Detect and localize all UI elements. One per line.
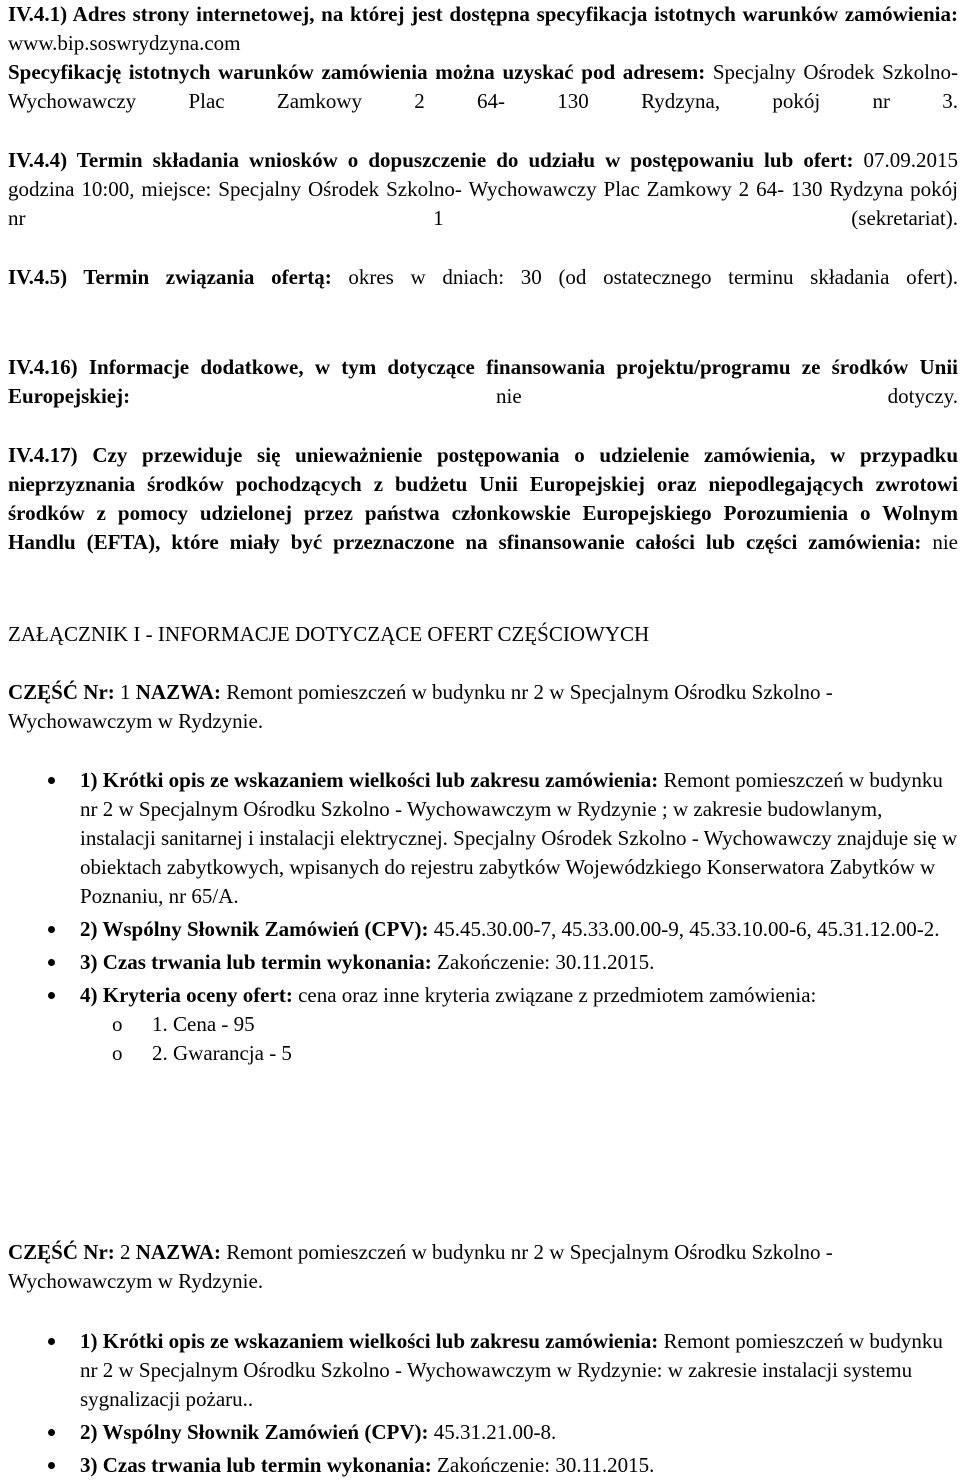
section-label: Specyfikację istotnych warunków zamówienia można uzyskać pod adresem: (8, 60, 706, 84)
item-label: 2) Wspólny Słownik Zamówień (CPV): (80, 1420, 429, 1444)
item-label: 3) Czas trwania lub termin wykonania: (80, 1453, 432, 1477)
bullet-icon (48, 959, 55, 966)
section-value: nie (921, 530, 958, 554)
list-item (48, 915, 958, 944)
part-2-header (8, 1238, 958, 1296)
section-value: 07.09.2015 godzina 10:00, miejsce: Specjalny Ośrodek Szkolno- Wychowawczy Plac Zamkowy 2 64- 130 Rydzyna pokój nr 1 (sekretariat). (8, 148, 958, 230)
section-iv-4-4 (8, 146, 958, 262)
part-number: 2 (114, 1240, 136, 1264)
circle-bullet-icon: o (112, 1012, 123, 1036)
item-value: Zakończenie: 30.11.2015. (431, 1453, 655, 1477)
section-iv-4-5 (8, 263, 958, 321)
part-name-value: Remont pomieszczeń w budynku nr 2 w Specjalnym Ośrodku Szkolno - Wychowawczym w Rydzynie. (8, 1240, 833, 1293)
criteria-text: 2. Gwarancja - 5 (152, 1041, 292, 1065)
item-label: 2) Wspólny Słownik Zamówień (CPV): (80, 917, 429, 941)
list-item (48, 1451, 958, 1480)
bullet-icon (48, 1429, 55, 1436)
criteria-item (80, 1010, 958, 1039)
criteria-text: 1. Cena - 95 (152, 1012, 255, 1036)
list-item (48, 948, 958, 977)
section-iv-4-17 (8, 441, 958, 586)
section-value: www.bip.soswrydzyna.com (8, 31, 241, 55)
part-name-value: Remont pomieszczeń w budynku nr 2 w Specjalnym Ośrodku Szkolno - Wychowawczym w Rydzynie. (8, 680, 833, 733)
part-label: CZĘŚĆ Nr: (8, 1240, 115, 1264)
list-item (48, 1418, 958, 1447)
section-spec-address (8, 58, 958, 145)
bullet-icon (48, 777, 55, 784)
part-name-label: NAZWA: (135, 680, 221, 704)
list-item (48, 981, 958, 1068)
bullet-icon (48, 1338, 55, 1345)
bullet-icon (48, 926, 55, 933)
item-value: Remont pomieszczeń w budynku nr 2 w Specjalnym Ośrodku Szkolno - Wychowawczym w Rydzynie: w zakresie instalacji systemu sygnalizacji pożaru.. (80, 1329, 943, 1411)
bullet-icon (48, 1462, 55, 1469)
part-name-label: NAZWA: (135, 1240, 221, 1264)
section-label: IV.4.5) Termin związania ofertą: (8, 265, 332, 289)
part-1-details (48, 766, 958, 1072)
item-value: cena oraz inne kryteria związane z przedmiotem zamówienia: (292, 983, 817, 1007)
item-value: Remont pomieszczeń w budynku nr 2 w Specjalnym Ośrodku Szkolno - Wychowawczym w Rydzynie ; w zakresie budowlanym, instalacji sanitarnej i instalacji elektrycznej. Specjalny Ośrodek Szkolno - Wychowawczy znajduje się w obiektach zabytkowych, wpisanych do rejestru zabytków Wojewódzkiego Konserwatora Zabytków w Poznaniu, nr 65/A. (80, 768, 958, 908)
section-value: Specjalny Ośrodek Szkolno- Wychowawczy Plac Zamkowy 2 64- 130 Rydzyna, pokój nr 3. (8, 60, 958, 113)
part-number: 1 (114, 680, 136, 704)
item-value: 45.45.30.00-7, 45.33.00.00-9, 45.33.10.00-6, 45.31.12.00-2. (428, 917, 940, 941)
item-value: 45.31.21.00-8. (428, 1420, 557, 1444)
section-label: IV.4.1) Adres strony internetowej, na której jest dostępna specyfikacja istotnych warunków zamówienia: (8, 2, 958, 26)
item-label: 4) Kryteria oceny ofert: (80, 983, 293, 1007)
section-label: IV.4.16) Informacje dodatkowe, w tym dotyczące finansowania projektu/programu ze środków Unii Europejskiej: (8, 355, 958, 408)
circle-bullet-icon: o (112, 1041, 123, 1065)
section-value: okres w dniach: 30 (od ostatecznego terminu składania ofert). (331, 265, 958, 289)
section-label: IV.4.17) Czy przewiduje się unieważnienie postępowania o udzielenie zamówienia, w przypadku nieprzyznania środków pochodzących z budżetu Unii Europejskiej oraz niepodlegających zwrotowi środków z pomocy udzielonej przez państwa członkowskie Europejskiego Porozumienia o Wolnym Handlu (EFTA), które miały być przeznaczone na sfinansowanie całości lub części zamówienia: (8, 443, 958, 554)
list-item (48, 766, 958, 911)
part-1-header (8, 678, 958, 736)
section-label: IV.4.4) Termin składania wniosków o dopuszczenie do udziału w postępowaniu lub ofert: (8, 148, 854, 172)
item-label: 1) Krótki opis ze wskazaniem wielkości lub zakresu zamówienia: (80, 768, 659, 792)
section-value: nie dotyczy. (130, 384, 958, 408)
criteria-list (80, 1010, 958, 1068)
item-label: 3) Czas trwania lub termin wykonania: (80, 950, 432, 974)
criteria-item (80, 1039, 958, 1068)
part-2-details (48, 1327, 958, 1484)
bullet-icon (48, 992, 55, 999)
section-iv-4-16 (8, 353, 958, 440)
item-value: Zakończenie: 30.11.2015. (431, 950, 655, 974)
list-item (48, 1327, 958, 1414)
annex-title: ZAŁĄCZNIK I - INFORMACJE DOTYCZĄCE OFERT CZĘŚCIOWYCH (8, 622, 650, 646)
part-label: CZĘŚĆ Nr: (8, 680, 115, 704)
item-label: 1) Krótki opis ze wskazaniem wielkości lub zakresu zamówienia: (80, 1329, 659, 1353)
